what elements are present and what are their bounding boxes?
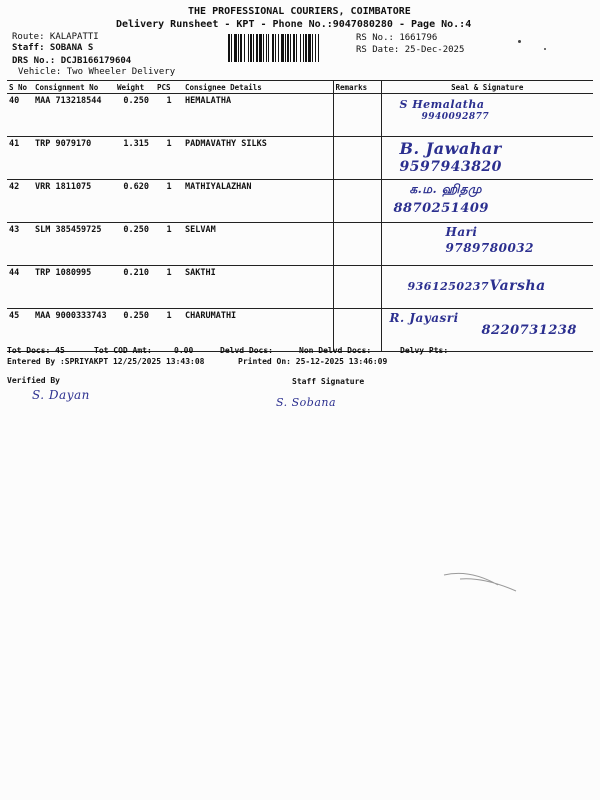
barcode-bar xyxy=(266,34,267,62)
row-sno: 41 xyxy=(7,137,33,180)
barcode-bar xyxy=(303,34,304,62)
barcode-bar xyxy=(278,34,279,62)
total-docs: Tot Docs: 45 xyxy=(7,346,65,355)
row-consignee: MATHIYALAZHAN xyxy=(183,180,333,223)
col-header-consignment: Consignment No xyxy=(33,81,115,94)
drs-number: DRS No.: DCJB166179604 xyxy=(12,56,132,66)
staff-signature-label: Staff Signature xyxy=(292,377,365,386)
col-header-remarks: Remarks xyxy=(333,81,381,94)
barcode-bar xyxy=(238,34,239,62)
col-header-weight: Weight xyxy=(115,81,155,94)
barcode-bar xyxy=(281,34,284,62)
row-remarks xyxy=(333,180,381,223)
barcode-bar xyxy=(300,34,301,62)
speck xyxy=(518,40,521,43)
row-pcs: 1 xyxy=(155,94,183,137)
barcode-bar xyxy=(256,34,258,62)
barcode-bar xyxy=(296,34,297,62)
row-sno: 42 xyxy=(7,180,33,223)
handwritten-phone: 9940092877 xyxy=(421,112,490,122)
row-consignment: TRP 9079170 xyxy=(33,137,115,180)
row-sno: 40 xyxy=(7,94,33,137)
handwritten-phone: 8220731238 xyxy=(481,323,577,338)
row-weight: 0.620 xyxy=(115,180,155,223)
barcode-bar xyxy=(285,34,286,62)
row-seal-signature xyxy=(381,137,593,180)
row-remarks xyxy=(333,266,381,309)
row-sno: 44 xyxy=(7,266,33,309)
barcode-bar xyxy=(263,34,264,62)
verified-by-label: Verified By xyxy=(7,376,60,385)
row-pcs: 1 xyxy=(155,137,183,180)
pencil-scratch xyxy=(440,565,520,595)
barcode-bar xyxy=(287,34,289,62)
rs-date: RS Date: 25-Dec-2025 xyxy=(356,45,465,55)
barcode-bar xyxy=(305,34,307,62)
handwritten-signature: S Hemalatha xyxy=(399,98,485,111)
barcode-bar xyxy=(228,34,230,62)
printed-on: Printed On: 25-12-2025 13:46:09 xyxy=(238,357,388,366)
barcode-image xyxy=(228,34,352,62)
company-title: THE PROFESSIONAL COURIERS, COIMBATORE xyxy=(188,6,411,17)
col-header-consignee: Consignee Details xyxy=(183,81,333,94)
barcode-bar xyxy=(231,34,232,62)
col-header-seal: Seal & Signature xyxy=(381,81,593,94)
row-consignee: PADMAVATHY SILKS xyxy=(183,137,333,180)
row-sno: 45 xyxy=(7,309,33,352)
handwritten-phone: Varsha xyxy=(489,278,546,294)
handwritten-signature: Hari xyxy=(445,225,478,239)
barcode-bar xyxy=(248,34,249,62)
total-cod-label: Tot COD Amt: xyxy=(94,346,152,355)
table-row xyxy=(7,94,593,137)
row-seal-signature xyxy=(381,223,593,266)
row-pcs: 1 xyxy=(155,309,183,352)
row-consignee: SAKTHI xyxy=(183,266,333,309)
handwritten-phone: 9597943820 xyxy=(399,159,502,175)
row-weight: 1.315 xyxy=(115,137,155,180)
row-weight: 0.250 xyxy=(115,309,155,352)
delivered-docs-label: Delvd Docs: xyxy=(220,346,273,355)
table-row xyxy=(7,223,593,266)
row-consignee: HEMALATHA xyxy=(183,94,333,137)
row-seal-signature xyxy=(381,266,593,309)
barcode-bar xyxy=(308,34,311,62)
row-weight: 0.210 xyxy=(115,266,155,309)
handwritten-phone: 8870251409 xyxy=(393,201,489,216)
row-remarks xyxy=(333,94,381,137)
barcode-bar xyxy=(312,34,313,62)
staff-signature-mark: S. Sobana xyxy=(276,396,337,409)
runsheet-subtitle: Delivery Runsheet - KPT - Phone No.:9047080280 - Page No.:4 xyxy=(116,19,472,30)
row-sno: 43 xyxy=(7,223,33,266)
staff-label: Staff: SOBANA S xyxy=(12,43,94,53)
barcode-bar xyxy=(244,34,245,62)
barcode-bar xyxy=(290,34,291,62)
table-row xyxy=(7,180,593,223)
handwritten-signature: 9361250237 xyxy=(407,280,490,293)
row-consignment: TRP 1080995 xyxy=(33,266,115,309)
row-pcs: 1 xyxy=(155,180,183,223)
row-consignment: VRR 1811075 xyxy=(33,180,115,223)
vehicle-label: Vehicle: Two Wheeler Delivery xyxy=(18,67,176,77)
row-pcs: 1 xyxy=(155,266,183,309)
barcode-bar xyxy=(272,34,274,62)
row-consignee: SELVAM xyxy=(183,223,333,266)
entered-by: Entered By :SPRIYAKPT 12/25/2025 13:43:08 xyxy=(7,357,205,366)
row-consignment: MAA 9000333743 xyxy=(33,309,115,352)
row-consignment: MAA 713218544 xyxy=(33,94,115,137)
barcode-bar xyxy=(259,34,262,62)
barcode-bar xyxy=(315,34,316,62)
total-cod-amount: 0.00 xyxy=(174,346,194,355)
barcode-bar xyxy=(318,34,319,62)
row-weight: 0.250 xyxy=(115,223,155,266)
col-header-pcs: PCS xyxy=(155,81,183,94)
row-weight: 0.250 xyxy=(115,94,155,137)
row-remarks xyxy=(333,223,381,266)
row-pcs: 1 xyxy=(155,223,183,266)
handwritten-signature: B. Jawahar xyxy=(399,139,502,158)
row-seal-signature xyxy=(381,180,593,223)
row-consignee: CHARUMATHI xyxy=(183,309,333,352)
barcode-bar xyxy=(234,34,237,62)
row-seal-signature xyxy=(381,94,593,137)
table-row xyxy=(7,137,593,180)
table-header-row xyxy=(7,81,593,94)
rs-number: RS No.: 1661796 xyxy=(356,33,438,43)
barcode-bar xyxy=(275,34,276,62)
barcode-bar xyxy=(250,34,252,62)
barcode-bar xyxy=(240,34,242,62)
handwritten-signature: R. Jayasri xyxy=(389,311,459,325)
delivery-points-label: Delvy Pts: xyxy=(400,346,449,355)
col-header-sno: S No xyxy=(7,81,33,94)
verified-by-signature: S. Dayan xyxy=(32,388,90,402)
handwritten-signature: க.ம. ஹிதமு xyxy=(409,182,482,196)
speck xyxy=(544,48,546,50)
table-row xyxy=(7,266,593,309)
barcode-bar xyxy=(268,34,269,62)
row-consignment: SLM 385459725 xyxy=(33,223,115,266)
handwritten-phone: 9789780032 xyxy=(445,241,534,255)
non-delivered-docs-label: Non Delvd Docs: xyxy=(299,346,372,355)
runsheet-table xyxy=(7,80,593,352)
barcode-bar xyxy=(293,34,295,62)
row-remarks xyxy=(333,137,381,180)
route-label: Route: KALAPATTI xyxy=(12,32,99,42)
barcode-bar xyxy=(253,34,254,62)
